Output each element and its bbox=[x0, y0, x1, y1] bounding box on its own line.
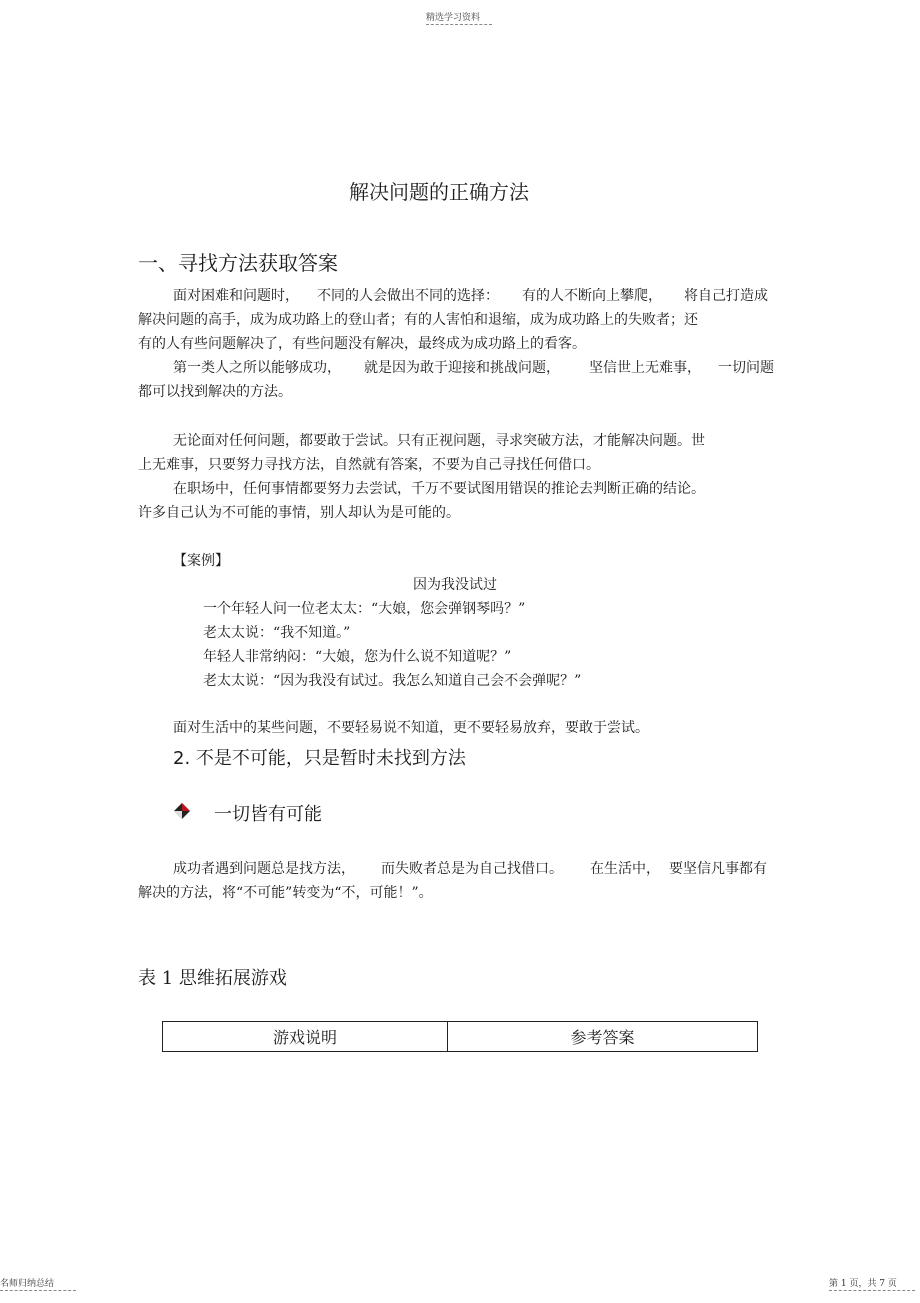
footer-page-number: 第 1 页，共 7 页 bbox=[829, 1279, 897, 1289]
diamond-bullet-icon bbox=[173, 802, 191, 820]
table-header-cell: 游戏说明 bbox=[163, 1022, 448, 1052]
footer-dashed-rule bbox=[829, 1290, 915, 1291]
paragraph-text: 有的人有些问题解决了，有些问题没有解决，最终成为成功路上的看客。 bbox=[138, 336, 586, 352]
case-dialogue-line: 年轻人非常纳闷：“大娘，您为什么说不知道呢？” bbox=[203, 649, 512, 665]
header-dashed-rule bbox=[426, 24, 492, 25]
case-label: 【案例】 bbox=[173, 553, 229, 569]
paragraph-text: 都可以找到解决的方法。 bbox=[138, 384, 292, 400]
case-dialogue-line: 老太太说：“因为我没有试过。我怎么知道自己会不会弹呢？” bbox=[203, 673, 582, 689]
game-table bbox=[162, 1021, 758, 1052]
paragraph-text: 将自己打造成 bbox=[684, 288, 768, 304]
paragraph-text: 而失败者总是为自己找借口。 bbox=[381, 861, 563, 877]
paragraph-text: 解决的方法，将“不可能”转变为“不，可能！”。 bbox=[138, 885, 433, 901]
paragraph-text: 上无难事，只要努力寻找方法，自然就有答案，不要为自己寻找任何借口。 bbox=[138, 457, 600, 473]
paragraph-text: 有的人不断向上攀爬， bbox=[522, 288, 662, 304]
paragraph-text: 第一类人之所以能够成功， bbox=[173, 360, 341, 376]
header-watermark: 精选学习资料 bbox=[426, 13, 481, 23]
table-caption: 表 1 思维拓展游戏 bbox=[138, 968, 287, 989]
footer-dashed-rule bbox=[0, 1290, 76, 1291]
case-dialogue-line: 老太太说：“我不知道。” bbox=[203, 625, 351, 641]
paragraph-text: 就是因为敢于迎接和挑战问题， bbox=[364, 360, 560, 376]
paragraph-text: 在职场中，任何事情都要努力去尝试，千万不要试图用错误的推论去判断正确的结论。 bbox=[173, 481, 705, 497]
bullet-heading: 一切皆有可能 bbox=[214, 804, 322, 825]
footer-left-label: 名师归纳总结 bbox=[0, 1279, 55, 1289]
case-story-title: 因为我没试过 bbox=[413, 577, 497, 593]
table-header-row bbox=[163, 1022, 758, 1052]
case-dialogue-line: 一个年轻人问一位老太太：“大娘，您会弹钢琴吗？” bbox=[203, 601, 526, 617]
paragraph-text: 在生活中， bbox=[590, 861, 660, 877]
paragraph-text: 坚信世上无难事， bbox=[589, 360, 701, 376]
paragraph-text: 面对困难和问题时， bbox=[173, 288, 299, 304]
section-1-heading: 一、寻找方法获取答案 bbox=[138, 251, 338, 275]
paragraph-text: 成功者遇到问题总是找方法， bbox=[173, 861, 355, 877]
paragraph-text: 不同的人会做出不同的选择： bbox=[317, 288, 499, 304]
paragraph-text: 许多自己认为不可能的事情，别人却认为是可能的。 bbox=[138, 505, 460, 521]
paragraph-text: 一切问题 bbox=[718, 360, 774, 376]
paragraph-text: 无论面对任何问题，都要敢于尝试。只有正视问题，寻求突破方法，才能解决问题。世 bbox=[173, 433, 705, 449]
case-moral: 面对生活中的某些问题，不要轻易说不知道，更不要轻易放弃，要敢于尝试。 bbox=[173, 720, 649, 736]
paragraph-text: 解决问题的高手，成为成功路上的登山者；有的人害怕和退缩，成为成功路上的失败者；还 bbox=[138, 312, 698, 328]
table-header-cell: 参考答案 bbox=[448, 1022, 758, 1052]
paragraph-text: 要坚信凡事都有 bbox=[669, 861, 767, 877]
document-title: 解决问题的正确方法 bbox=[349, 180, 529, 204]
section-2-heading: 2. 不是不可能，只是暂时未找到方法 bbox=[173, 748, 466, 769]
